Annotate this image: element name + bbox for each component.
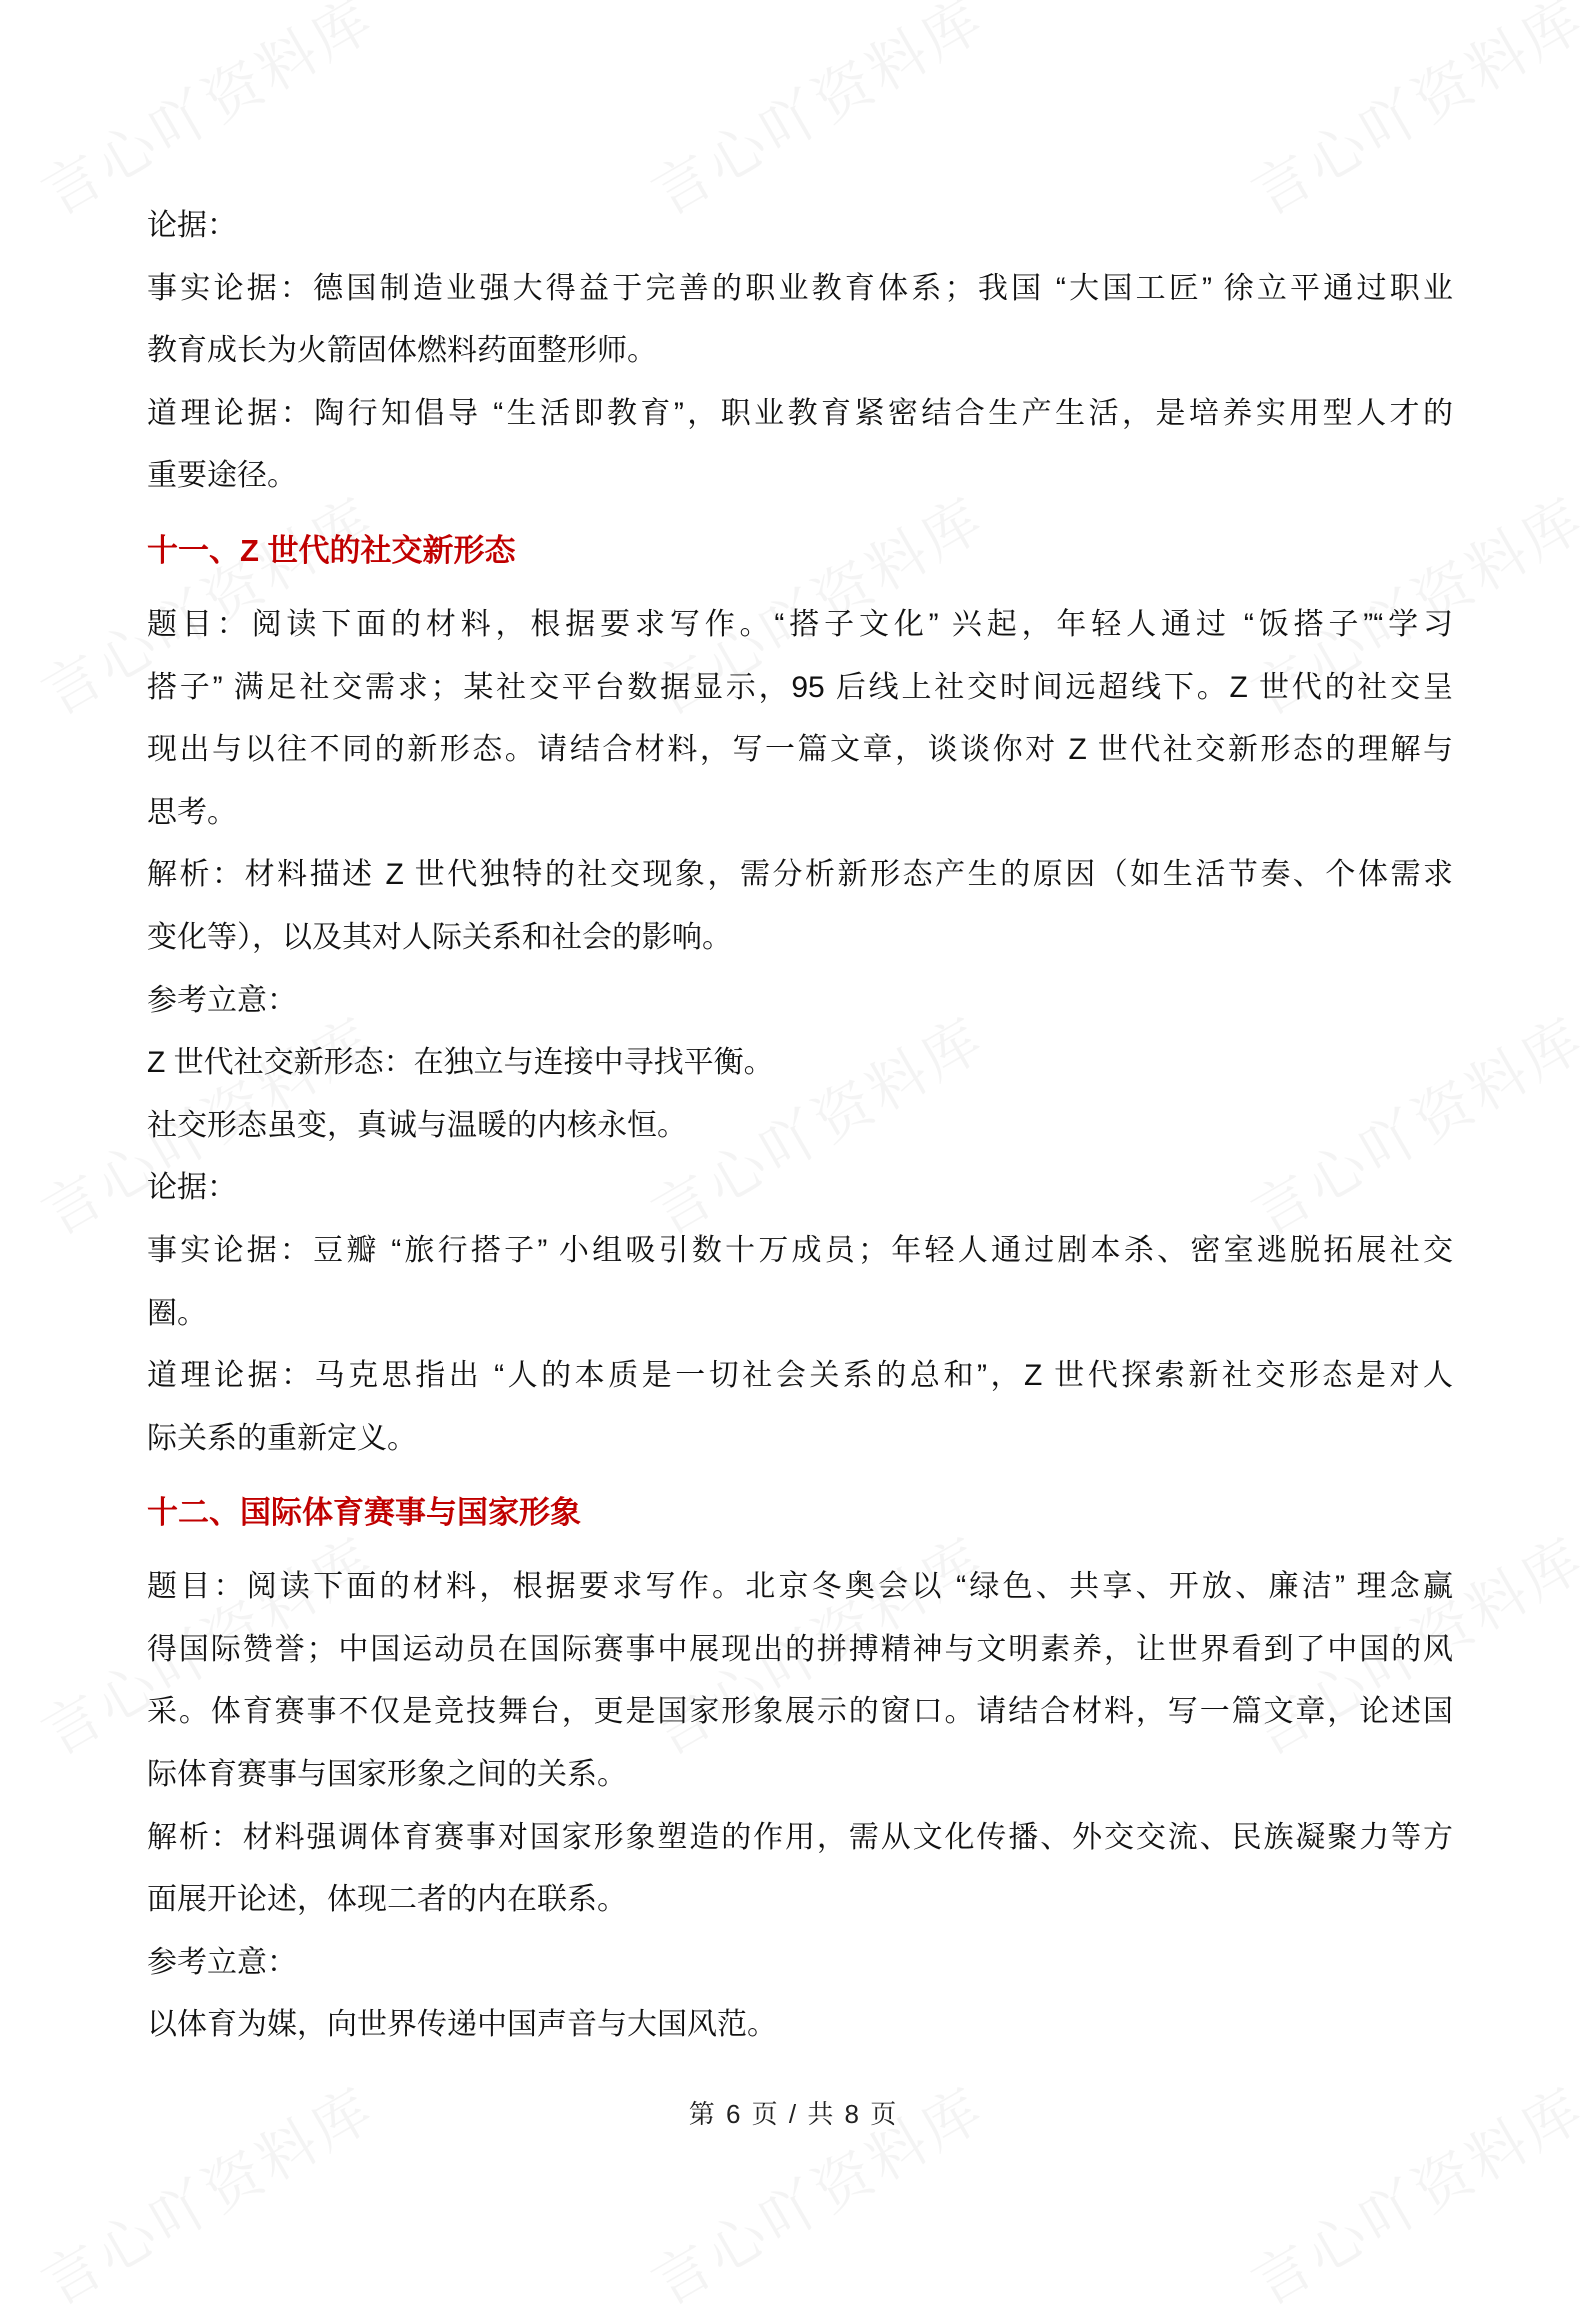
text-line: 以体育为媒，向世界传递中国声音与大国风范。	[147, 2008, 777, 2042]
text-line: 得国际赞誉；中国运动员在国际赛事中展现出的拼搏精神与文明素养，让世界看到了中国的风	[147, 1632, 1453, 1666]
text-line: 教育成长为火箭固体燃料药面整形师。	[147, 334, 657, 368]
text-line: 圈。	[147, 1296, 207, 1330]
text-line: 社交形态虽变，真诚与温暖的内核永恒。	[147, 1108, 687, 1142]
paragraph	[147, 258, 1453, 383]
text-line: 解析：材料描述 Z 世代独特的社交现象，需分析新形态产生的原因（如生活节奏、个体需求	[147, 858, 1453, 892]
page-footer: 第 6 页 / 共 8 页	[688, 2099, 899, 2129]
paragraph	[147, 970, 1453, 1033]
text-line: 际关系的重新定义。	[147, 1421, 417, 1455]
text-line: 变化等），以及其对人际关系和社会的影响。	[147, 920, 732, 954]
text-line: 解析：材料强调体育赛事对国家形象塑造的作用，需从文化传播、外交交流、民族凝聚力等方	[147, 1820, 1453, 1854]
document-body	[147, 195, 1453, 2057]
text-line: 事实论据：德国制造业强大得益于完善的职业教育体系；我国 “大国工匠” 徐立平通过职业	[147, 271, 1453, 305]
section-heading: 十一、Z 世代的社交新形态	[147, 532, 516, 568]
paragraph	[147, 1345, 1453, 1470]
paragraph	[147, 594, 1453, 844]
paragraph	[147, 844, 1453, 969]
text-line: 搭子” 满足社交需求；某社交平台数据显示，95 后线上社交时间远超线下。Z 世代的社交呈	[147, 670, 1453, 704]
text-line: 面展开论述，体现二者的内在联系。	[147, 1883, 627, 1917]
paragraph	[147, 1932, 1453, 1995]
paragraph	[147, 1032, 1453, 1095]
paragraph	[147, 383, 1453, 508]
paragraph	[147, 195, 1453, 258]
text-line: 题目：阅读下面的材料，根据要求写作。“搭子文化” 兴起，年轻人通过 “饭搭子”“学习	[147, 607, 1453, 641]
text-line: 际体育赛事与国家形象之间的关系。	[147, 1758, 627, 1792]
paragraph	[147, 1095, 1453, 1158]
text-line: Z 世代社交新形态：在独立与连接中寻找平衡。	[147, 1046, 774, 1080]
section-heading: 十二、国际体育赛事与国家形象	[147, 1495, 581, 1531]
text-line: 思考。	[147, 795, 237, 829]
text-line: 采。体育赛事不仅是竞技舞台，更是国家形象展示的窗口。请结合材料，写一篇文章，论述国	[147, 1695, 1453, 1729]
text-line: 道理论据：马克思指出 “人的本质是一切社会关系的总和”，Z 世代探索新社交形态是对人	[147, 1359, 1453, 1393]
paragraph	[147, 1157, 1453, 1220]
paragraph	[147, 1556, 1453, 1806]
text-line: 论据：	[147, 1171, 237, 1205]
paragraph	[147, 1994, 1453, 2057]
text-line: 事实论据：豆瓣 “旅行搭子” 小组吸引数十万成员；年轻人通过剧本杀、密室逃脱拓展社交	[147, 1233, 1453, 1267]
paragraph	[147, 1807, 1453, 1932]
text-line: 现出与以往不同的新形态。请结合材料，写一篇文章，谈谈你对 Z 世代社交新形态的理解与	[147, 733, 1453, 767]
text-line: 论据：	[147, 209, 237, 242]
text-line: 参考立意：	[147, 983, 297, 1017]
paragraph	[147, 1220, 1453, 1345]
text-line: 重要途径。	[147, 459, 297, 493]
text-line: 参考立意：	[147, 1945, 297, 1979]
text-line: 道理论据：陶行知倡导 “生活即教育”，职业教育紧密结合生产生活，是培养实用型人才的	[147, 396, 1453, 430]
text-line: 题目：阅读下面的材料，根据要求写作。北京冬奥会以 “绿色、共享、开放、廉洁” 理念赢	[147, 1570, 1453, 1604]
